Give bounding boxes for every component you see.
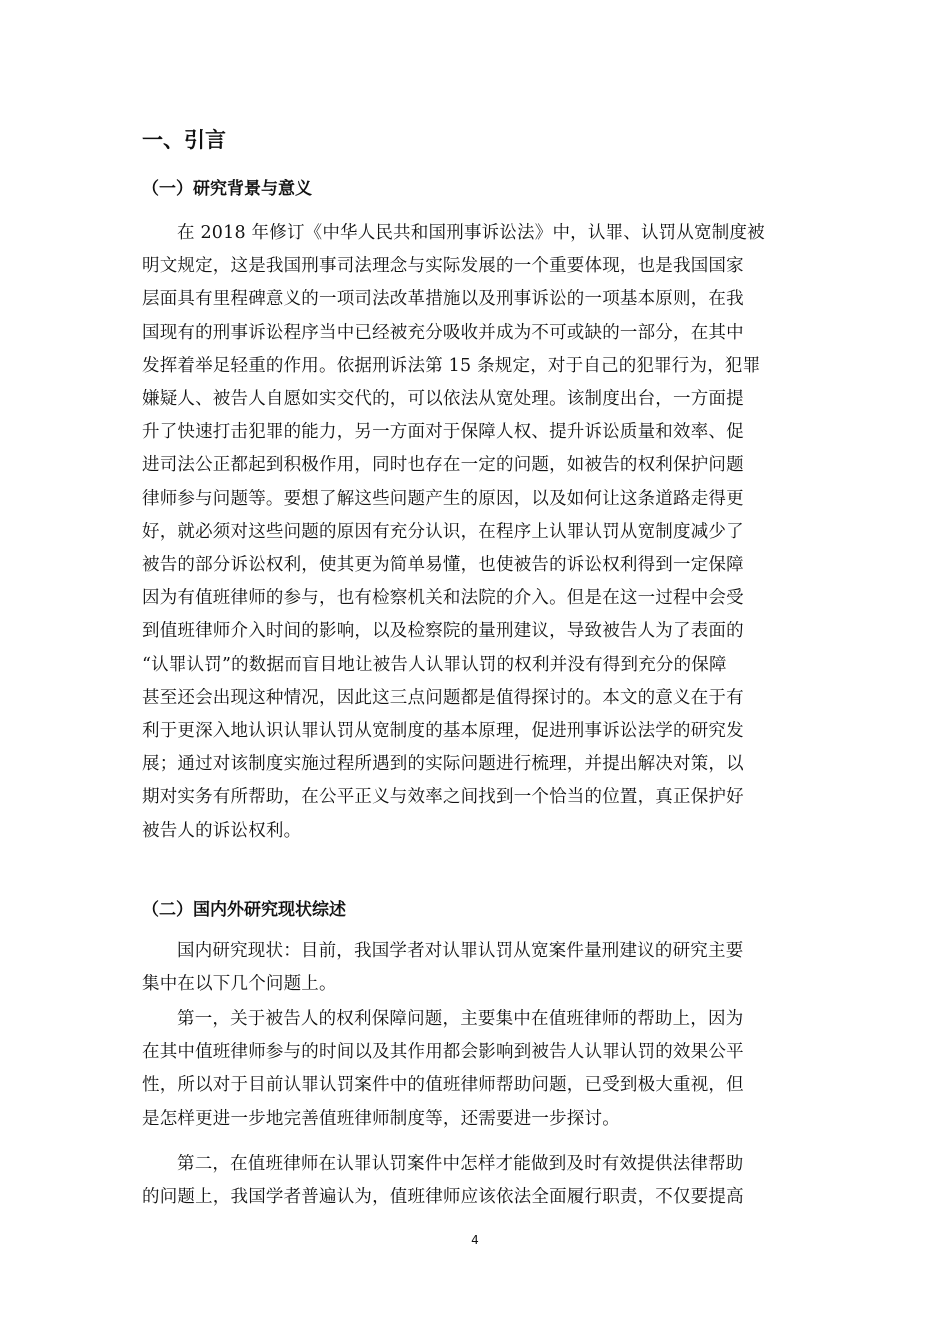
text-line: 层面具有里程碑意义的一项司法改革措施以及刑事诉讼的一项基本原则，在我 bbox=[142, 289, 744, 310]
text-line: 性，所以对于目前认罪认罚案件中的值班律师帮助问题，已受到极大重视，但 bbox=[142, 1075, 744, 1096]
text-line: 展；通过对该制度实施过程所遇到的实际问题进行梳理，并提出解决对策，以 bbox=[142, 754, 744, 775]
page-number: 4 bbox=[471, 1233, 479, 1247]
paragraph-background bbox=[142, 217, 808, 848]
text-line: 律师参与问题等。要想了解这些问题产生的原因，以及如何让这条道路走得更 bbox=[142, 488, 744, 509]
text-line: 国内研究现状：目前，我国学者对认罪认罚从宽案件量刑建议的研究主要 bbox=[177, 941, 744, 961]
section-title-background: （一）研究背景与意义 bbox=[142, 179, 312, 199]
text-line: 升了快速打击犯罪的能力，另一方面对于保障人权、提升诉讼质量和效率、促 bbox=[142, 422, 744, 443]
text-line: 在其中值班律师参与的时间以及其作用都会影响到被告人认罪认罚的效果公平 bbox=[142, 1042, 744, 1063]
text-line: 第一，关于被告人的权利保障问题，主要集中在值班律师的帮助上，因为 bbox=[177, 1009, 744, 1029]
text-line: 进司法公正都起到积极作用，同时也存在一定的问题，如被告的权利保护问题 bbox=[142, 455, 744, 476]
text-line: 期对实务有所帮助，在公平正义与效率之间找到一个恰当的位置，真正保护好 bbox=[142, 787, 744, 808]
text-line: 因为有值班律师的参与，也有检察机关和法院的介入。但是在这一过程中会受 bbox=[142, 588, 744, 609]
paragraph-second-point bbox=[142, 1148, 808, 1214]
text-line: 好，就必须对这些问题的原因有充分认识，在程序上认罪认罚从宽制度减少了 bbox=[142, 521, 744, 542]
text-line: 到值班律师介入时间的影响，以及检察院的量刑建议，导致被告人为了表面的 bbox=[142, 621, 744, 642]
text-line: 发挥着举足轻重的作用。依据刑诉法第 15 条规定，对于自己的犯罪行为，犯罪 bbox=[142, 355, 761, 376]
text-line: 甚至还会出现这种情况，因此这三点问题都是值得探讨的。本文的意义在于有 bbox=[142, 687, 744, 708]
paragraph-first-point bbox=[142, 1003, 808, 1136]
text-line: 被告人的诉讼权利。 bbox=[142, 820, 302, 841]
chapter-heading: 一、引言 bbox=[142, 128, 226, 152]
text-line: 利于更深入地认识认罪认罚从宽制度的基本原理，促进刑事诉讼法学的研究发 bbox=[142, 721, 744, 742]
text-line: 集中在以下几个问题上。 bbox=[142, 974, 337, 995]
text-line: 在 2018 年修订《中华人民共和国刑事诉讼法》中，认罪、认罚从宽制度被 bbox=[177, 223, 765, 243]
text-line: 国现有的刑事诉讼程序当中已经被充分吸收并成为不可或缺的一部分，在其中 bbox=[142, 322, 744, 343]
text-line: 嫌疑人、被告人自愿如实交代的，可以依法从宽处理。该制度出台，一方面提 bbox=[142, 389, 744, 410]
text-line: 被告的部分诉讼权利，使其更为简单易懂，也使被告的诉讼权利得到一定保障 bbox=[142, 555, 744, 576]
text-line: “认罪认罚”的数据而盲目地让被告人认罪认罚的权利并没有得到充分的保障 bbox=[142, 654, 727, 675]
paragraph-domestic-status bbox=[142, 935, 808, 1001]
text-line: 第二，在值班律师在认罪认罚案件中怎样才能做到及时有效提供法律帮助 bbox=[177, 1154, 744, 1174]
section-title-research-status: （二）国内外研究现状综述 bbox=[142, 900, 346, 920]
text-line: 是怎样更进一步地完善值班律师制度等，还需要进一步探讨。 bbox=[142, 1108, 620, 1129]
text-line: 明文规定，这是我国刑事司法理念与实际发展的一个重要体现，也是我国国家 bbox=[142, 256, 744, 277]
text-line: 的问题上，我国学者普遍认为，值班律师应该依法全面履行职责，不仅要提高 bbox=[142, 1187, 744, 1208]
